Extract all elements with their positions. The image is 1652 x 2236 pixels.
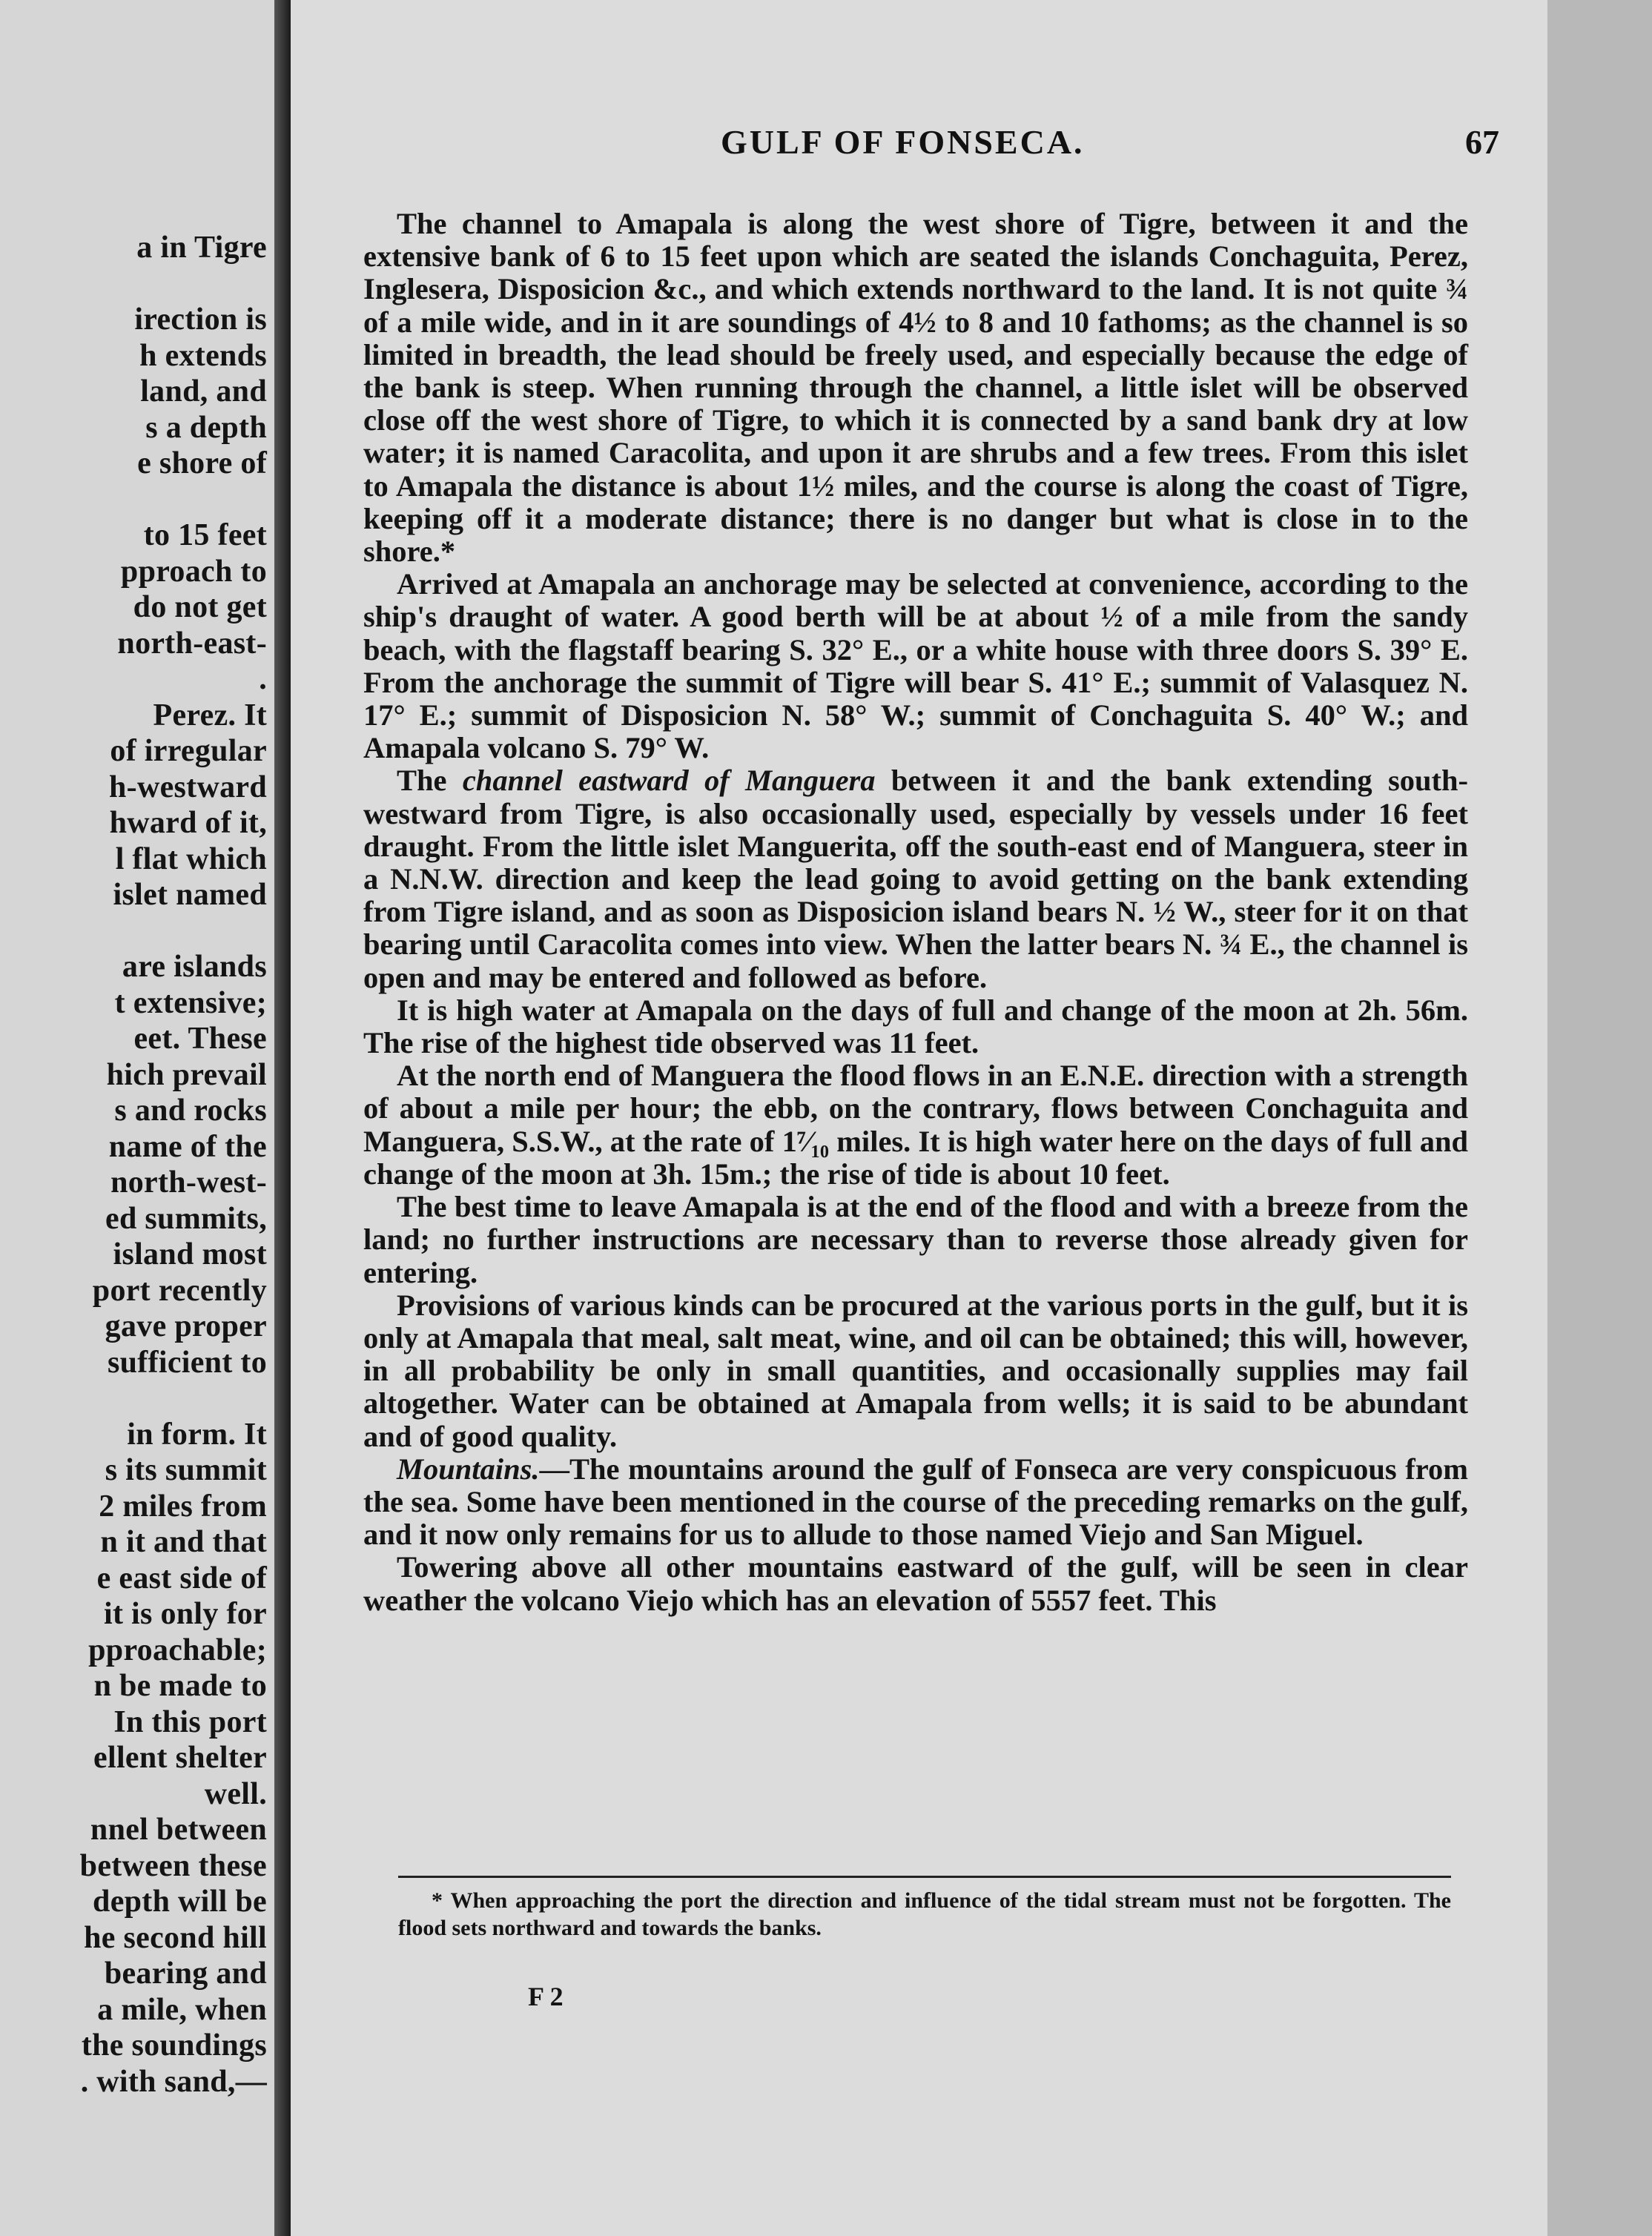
- facing-page-line: .: [259, 662, 267, 696]
- facing-page-line: name of the: [108, 1129, 267, 1164]
- facing-page-line: pproach to: [120, 554, 267, 589]
- facing-page-line: s a depth: [145, 410, 267, 445]
- facing-page-line: l flat which: [115, 841, 267, 876]
- facing-page-line: north-west-: [110, 1165, 267, 1200]
- facing-page-line: islet named: [113, 878, 267, 912]
- facing-page-line: are islands: [122, 950, 267, 984]
- facing-page-line: n it and that: [100, 1525, 267, 1559]
- running-head: GULF OF FONSECA.: [721, 123, 1085, 161]
- facing-page-line: eet. These: [133, 1022, 267, 1056]
- facing-page-line: nnel between: [90, 1813, 267, 1847]
- paragraph-provisions: Provisions of various kinds can be procured at the various ports in the gulf, but it is only at Amapala that meal, salt meat, wine, and oil can be obtained; this will, however, in all probability be only in small quantities, and occasionally supplies may fail altogether. Water can be obtained at Amapala from wells; it is said to be abundant and of good quality.: [363, 1288, 1468, 1453]
- facing-page-line: in form. It: [127, 1417, 267, 1452]
- page-number: 67: [1465, 123, 1499, 161]
- facing-page-line: irection is: [134, 302, 267, 337]
- facing-page-line: e east side of: [96, 1561, 267, 1595]
- footnote-text: * When approaching the port the direction and influence of the tidal stream must not be forgotten. The flood sets northward and towards the banks.: [398, 1888, 1451, 1940]
- body-text: [363, 208, 1468, 1617]
- facing-page-line: n be made to: [93, 1669, 267, 1703]
- facing-page-line: a mile, when: [97, 1992, 267, 2027]
- facing-page-line: e shore of: [137, 446, 267, 480]
- signature-mark: F 2: [528, 1982, 564, 2011]
- facing-page-line: ellent shelter: [93, 1741, 267, 1775]
- paragraph-flood-ebb: At the north end of Manguera the flood flows in an E.N.E. direction with a strength of about a mile per hour; the ebb, on the contrary, flows between Conchaguita and Manguera, S.S.W., at the rate of 1⁷⁄₁₀ miles. It is high water here on the days of full and change of the moon at 3h. 15m.; the rise of tide is about 10 feet.: [363, 1059, 1468, 1191]
- facing-page-line: a in Tigre: [136, 231, 267, 265]
- facing-page-line: between these: [79, 1848, 267, 1883]
- paragraph-towering: Towering above all other mountains eastward of the gulf, will be seen in clear weather the volcano Viejo which has an elevation of 5557 feet. This: [363, 1550, 1468, 1617]
- facing-page-line: t extensive;: [114, 985, 267, 1020]
- facing-page-line: h-westward: [109, 770, 267, 804]
- paragraph-high-water: It is high water at Amapala on the days of full and change of the moon at 2h. 56m. The rise of the highest tide observed was 11 feet.: [363, 993, 1468, 1060]
- facing-page-line: Perez. It: [153, 698, 267, 732]
- facing-page-line: hward of it,: [109, 806, 267, 840]
- facing-page-line: the soundings: [81, 2028, 267, 2063]
- facing-page-line: island most: [113, 1237, 267, 1271]
- facing-page-line: hich prevail: [106, 1057, 267, 1092]
- facing-page-line: ed summits,: [105, 1201, 267, 1236]
- facing-page-line: In this port: [113, 1704, 267, 1739]
- channel-eastward-term: channel eastward of Manguera: [462, 764, 876, 798]
- facing-page-line: well.: [204, 1776, 267, 1811]
- facing-page-line: of irregular: [110, 734, 267, 768]
- facing-page-line: pproachable;: [88, 1633, 267, 1667]
- footnote: [398, 1887, 1451, 1942]
- facing-page-line: it is only for: [103, 1597, 267, 1631]
- facing-page-line: do not get: [133, 590, 267, 624]
- paragraph-mountains: Mountains.—The mountains around the gulf of Fonseca are very conspicuous from the sea. Some have been mentioned in the course of the preceding remarks on the gulf, and it now only remains for us to allude to those named Viejo and San Miguel.: [363, 1452, 1468, 1552]
- paragraph-anchorage: Arrived at Amapala an anchorage may be selected at convenience, according to the ship's draught of water. A good berth will be at about ½ of a mile from the sandy beach, with the flagstaff bearing S. 32° E., or a white house with three doors S. 39° E. From the anchorage the summit of Tigre will bear S. 41° E.; summit of Valasquez N. 17° E.; summit of Disposicion N. 58° W.; summit of Conchaguita S. 40° W.; and Amapala volcano S. 79° W.: [363, 567, 1468, 765]
- facing-page-line: to 15 feet: [143, 518, 267, 552]
- facing-page-line: he second hill: [84, 1920, 267, 1955]
- facing-page-line: sufficient to: [107, 1345, 267, 1380]
- facing-page: [0, 0, 277, 2236]
- footnote-rule: [398, 1876, 1451, 1878]
- paragraph-best-time: The best time to leave Amapala is at the end of the flood and with a breeze from the land; no further instructions are necessary than to reverse those already given for entering.: [363, 1190, 1468, 1289]
- facing-page-line: h extends: [139, 338, 267, 373]
- facing-page-line: bearing and: [104, 1956, 267, 1991]
- facing-page-line: port recently: [92, 1273, 267, 1308]
- page-edge: [1547, 0, 1652, 2236]
- facing-page-line: 2 miles from: [99, 1489, 267, 1524]
- page: [291, 0, 1547, 2236]
- facing-page-line: north-east-: [117, 626, 267, 661]
- facing-page-line: land, and: [140, 374, 267, 408]
- facing-page-line: . with sand,—: [80, 2064, 267, 2099]
- mountains-heading: Mountains.: [397, 1452, 540, 1486]
- page-header: [291, 122, 1507, 182]
- paragraph-channel-eastward: The channel eastward of Manguera between it and the bank extending south-westward from Tigre, is also occasionally used, especially by vessels under 16 feet draught. From the little islet Manguerita, off the south-east end of Manguera, steer in a N.N.W. direction and keep the lead going to avoid getting on the bank extending from Tigre island, and as soon as Disposicion island bears N. ½ W., steer for it on that bearing until Caracolita comes into view. When the latter bears N. ¾ E., the channel is open and may be entered and followed as before.: [363, 764, 1469, 994]
- facing-page-line: depth will be: [93, 1885, 267, 1919]
- facing-page-line: s and rocks: [114, 1094, 267, 1128]
- facing-page-line: gave proper: [105, 1309, 267, 1343]
- book-gutter: [274, 0, 291, 2236]
- paragraph-channel-to-amapala: The channel to Amapala is along the west shore of Tigre, between it and the extensive bank of 6 to 15 feet upon which are seated the islands Conchaguita, Perez, Inglesera, Disposicion &c., and which extends northward to the land. It is not quite ¾ of a mile wide, and in it are soundings of 4½ to 8 and 10 fathoms; as the channel is so limited in breadth, the lead should be freely used, and especially because the edge of the bank is steep. When running through the channel, a little islet will be observed close off the west shore of Tigre, to which it is connected by a sand bank dry at low water; it is named Caracolita, and upon it are shrubs and a few trees. From this islet to Amapala the distance is about 1½ miles, and the course is along the coast of Tigre, keeping off it a moderate distance; there is no danger but what is close in to the shore.*: [363, 207, 1468, 569]
- facing-page-line: s its summit: [105, 1453, 267, 1487]
